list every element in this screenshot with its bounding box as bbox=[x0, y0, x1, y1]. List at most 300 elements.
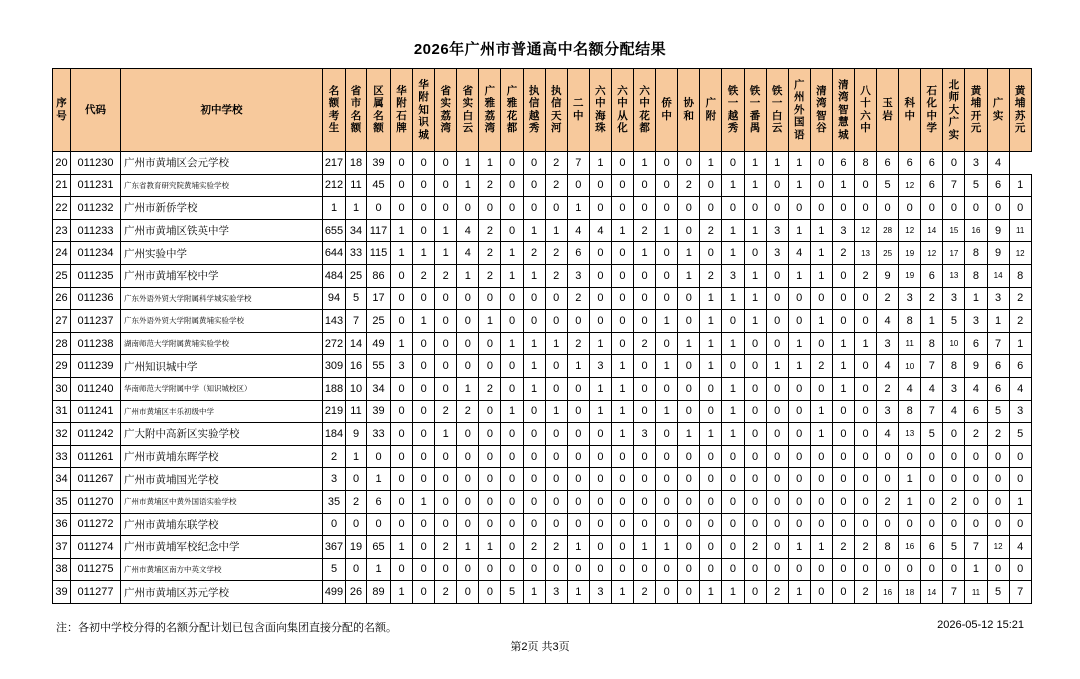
quota-cell: 6 bbox=[832, 152, 854, 175]
quota-cell: 2 bbox=[854, 536, 876, 559]
quota-cell: 0 bbox=[744, 468, 766, 491]
column-header-label: 玉岩 bbox=[882, 97, 893, 122]
quota-cell: 2 bbox=[479, 377, 501, 400]
quota-cell: 1 bbox=[391, 242, 413, 265]
quota-cell: 2 bbox=[1009, 310, 1031, 333]
column-header-label: 黄埔苏元 bbox=[1014, 84, 1026, 135]
quota-cell: 1 bbox=[722, 377, 744, 400]
quota-cell: 0 bbox=[545, 310, 567, 333]
row-number: 24 bbox=[53, 242, 71, 265]
column-header-label: 侨中 bbox=[661, 97, 672, 122]
quota-cell: 1 bbox=[323, 197, 346, 220]
quota-cell: 0 bbox=[567, 468, 589, 491]
column-header-label: 广雅荔湾 bbox=[484, 84, 496, 135]
quota-cell: 0 bbox=[323, 513, 346, 536]
quota-cell: 499 bbox=[323, 581, 346, 604]
quota-cell: 0 bbox=[567, 400, 589, 423]
quota-cell: 6 bbox=[899, 152, 921, 175]
quota-cell: 3 bbox=[545, 581, 567, 604]
quota-cell: 0 bbox=[391, 310, 413, 333]
quota-cell: 6 bbox=[987, 174, 1009, 197]
quota-cell: 0 bbox=[611, 445, 633, 468]
quota-cell: 0 bbox=[788, 197, 810, 220]
quota-cell: 1 bbox=[479, 536, 501, 559]
quota-cell: 0 bbox=[501, 355, 523, 378]
quota-cell: 0 bbox=[722, 152, 744, 175]
quota-cell: 0 bbox=[965, 468, 987, 491]
quota-cell: 0 bbox=[766, 264, 788, 287]
quota-cell: 3 bbox=[589, 581, 611, 604]
quota-cell: 1 bbox=[656, 536, 678, 559]
column-header-label: 铁一番禺 bbox=[749, 84, 761, 135]
quota-cell: 55 bbox=[367, 355, 391, 378]
quota-cell: 6 bbox=[367, 490, 391, 513]
school-name: 广东外语外贸大学附属黄埔实验学校 bbox=[121, 310, 323, 333]
quota-cell: 1 bbox=[501, 400, 523, 423]
quota-cell: 2 bbox=[545, 536, 567, 559]
quota-cell: 1 bbox=[523, 377, 545, 400]
column-header-label: 清湾智慧城 bbox=[838, 78, 849, 141]
quota-cell: 0 bbox=[589, 536, 611, 559]
quota-cell: 0 bbox=[766, 310, 788, 333]
quota-cell: 0 bbox=[766, 400, 788, 423]
quota-cell: 4 bbox=[457, 242, 479, 265]
quota-cell: 1 bbox=[722, 400, 744, 423]
quota-cell: 8 bbox=[965, 242, 987, 265]
quota-cell: 1 bbox=[899, 490, 921, 513]
school-name: 广州市黄埔区中黄外国语实验学校 bbox=[121, 490, 323, 513]
quota-cell: 1 bbox=[832, 174, 854, 197]
quota-cell: 0 bbox=[346, 558, 367, 581]
quota-cell: 0 bbox=[457, 423, 479, 446]
page-number: 第2页 共3页 bbox=[510, 641, 570, 653]
quota-cell: 0 bbox=[854, 400, 876, 423]
quota-cell: 1 bbox=[501, 332, 523, 355]
quota-cell: 0 bbox=[899, 197, 921, 220]
quota-cell: 0 bbox=[766, 377, 788, 400]
quota-cell: 2 bbox=[479, 264, 501, 287]
school-name: 广州市黄埔区会元学校 bbox=[121, 152, 323, 175]
quota-cell: 1 bbox=[611, 400, 633, 423]
quota-cell: 2 bbox=[700, 264, 722, 287]
quota-cell: 0 bbox=[722, 197, 744, 220]
quota-cell: 0 bbox=[965, 490, 987, 513]
column-header bbox=[391, 69, 413, 152]
quota-cell: 0 bbox=[545, 287, 567, 310]
school-code: 011234 bbox=[71, 242, 121, 265]
quota-cell: 0 bbox=[678, 558, 700, 581]
column-header-label: 广州外国语 bbox=[793, 78, 805, 141]
quota-cell: 65 bbox=[367, 536, 391, 559]
quota-cell: 0 bbox=[700, 242, 722, 265]
table-body bbox=[53, 152, 1032, 604]
quota-cell: 0 bbox=[501, 536, 523, 559]
quota-cell: 86 bbox=[367, 264, 391, 287]
quota-cell: 0 bbox=[854, 558, 876, 581]
quota-cell: 2 bbox=[523, 536, 545, 559]
quota-cell: 1 bbox=[523, 355, 545, 378]
quota-cell: 2 bbox=[634, 581, 656, 604]
quota-cell: 0 bbox=[567, 377, 589, 400]
school-name: 广州实验中学 bbox=[121, 242, 323, 265]
table-row bbox=[53, 423, 1032, 446]
quota-cell: 1 bbox=[391, 219, 413, 242]
quota-cell: 0 bbox=[523, 310, 545, 333]
quota-cell: 7 bbox=[943, 174, 965, 197]
quota-cell: 11 bbox=[1009, 219, 1031, 242]
row-number: 22 bbox=[53, 197, 71, 220]
quota-cell: 0 bbox=[810, 558, 832, 581]
quota-cell: 0 bbox=[391, 287, 413, 310]
quota-cell: 0 bbox=[457, 490, 479, 513]
quota-cell: 1 bbox=[1009, 332, 1031, 355]
column-header bbox=[921, 69, 943, 152]
quota-cell: 3 bbox=[722, 264, 744, 287]
quota-cell: 0 bbox=[501, 513, 523, 536]
quota-cell: 0 bbox=[545, 513, 567, 536]
column-header bbox=[678, 69, 700, 152]
quota-cell: 14 bbox=[921, 219, 943, 242]
quota-cell: 0 bbox=[678, 287, 700, 310]
school-name: 华南师范大学附属中学（知识城校区） bbox=[121, 377, 323, 400]
quota-cell: 0 bbox=[413, 581, 435, 604]
quota-cell: 0 bbox=[810, 287, 832, 310]
quota-cell: 0 bbox=[457, 332, 479, 355]
quota-cell: 7 bbox=[921, 400, 943, 423]
column-header bbox=[943, 69, 965, 152]
quota-cell: 1 bbox=[810, 264, 832, 287]
quota-cell: 5 bbox=[987, 581, 1009, 604]
quota-cell: 6 bbox=[921, 536, 943, 559]
school-code: 011270 bbox=[71, 490, 121, 513]
quota-cell: 3 bbox=[323, 468, 346, 491]
quota-cell: 4 bbox=[899, 377, 921, 400]
row-number: 31 bbox=[53, 400, 71, 423]
quota-cell: 0 bbox=[854, 355, 876, 378]
column-header bbox=[589, 69, 611, 152]
quota-cell: 3 bbox=[877, 400, 899, 423]
quota-cell: 0 bbox=[611, 264, 633, 287]
quota-cell: 1 bbox=[523, 264, 545, 287]
quota-cell: 0 bbox=[656, 287, 678, 310]
quota-cell: 0 bbox=[1009, 558, 1031, 581]
quota-cell: 0 bbox=[413, 287, 435, 310]
column-header bbox=[722, 69, 744, 152]
quota-cell: 0 bbox=[501, 377, 523, 400]
table-row bbox=[53, 197, 1032, 220]
school-name: 湖南师范大学附属黄埔实验学校 bbox=[121, 332, 323, 355]
quota-cell: 0 bbox=[854, 445, 876, 468]
quota-cell: 0 bbox=[545, 377, 567, 400]
quota-cell: 1 bbox=[788, 219, 810, 242]
quota-cell: 1 bbox=[722, 242, 744, 265]
quota-cell: 2 bbox=[435, 264, 457, 287]
quota-cell: 0 bbox=[589, 558, 611, 581]
quota-cell: 17 bbox=[943, 242, 965, 265]
quota-cell: 0 bbox=[722, 558, 744, 581]
quota-cell: 1 bbox=[810, 423, 832, 446]
quota-cell: 0 bbox=[413, 355, 435, 378]
quota-cell: 0 bbox=[788, 377, 810, 400]
quota-cell: 0 bbox=[479, 400, 501, 423]
quota-cell: 12 bbox=[899, 219, 921, 242]
table-row bbox=[53, 513, 1032, 536]
quota-cell: 0 bbox=[413, 377, 435, 400]
quota-cell: 3 bbox=[832, 219, 854, 242]
quota-cell: 0 bbox=[589, 423, 611, 446]
quota-cell: 1 bbox=[810, 536, 832, 559]
quota-cell: 3 bbox=[943, 377, 965, 400]
quota-cell: 0 bbox=[700, 468, 722, 491]
quota-cell: 0 bbox=[589, 513, 611, 536]
quota-cell: 0 bbox=[367, 513, 391, 536]
quota-cell: 0 bbox=[457, 445, 479, 468]
quota-cell: 45 bbox=[367, 174, 391, 197]
quota-cell: 6 bbox=[987, 377, 1009, 400]
quota-cell: 1 bbox=[567, 581, 589, 604]
quota-cell: 0 bbox=[634, 468, 656, 491]
column-header-label: 铁一白云 bbox=[771, 84, 783, 135]
table-row bbox=[53, 310, 1032, 333]
quota-cell: 1 bbox=[413, 242, 435, 265]
quota-cell: 0 bbox=[766, 332, 788, 355]
quota-cell: 2 bbox=[766, 581, 788, 604]
quota-cell: 0 bbox=[656, 197, 678, 220]
quota-cell: 5 bbox=[943, 536, 965, 559]
column-header-label: 广附 bbox=[705, 97, 717, 122]
quota-cell: 0 bbox=[656, 513, 678, 536]
quota-cell: 28 bbox=[877, 219, 899, 242]
quota-cell: 0 bbox=[545, 423, 567, 446]
quota-cell: 0 bbox=[457, 558, 479, 581]
quota-cell: 0 bbox=[567, 423, 589, 446]
quota-cell: 0 bbox=[634, 400, 656, 423]
quota-cell: 39 bbox=[367, 400, 391, 423]
table-row bbox=[53, 490, 1032, 513]
quota-cell: 0 bbox=[810, 513, 832, 536]
column-header-label: 铁一越秀 bbox=[727, 84, 739, 135]
quota-cell: 0 bbox=[943, 197, 965, 220]
quota-cell: 0 bbox=[413, 536, 435, 559]
column-header-label: 华附石牌 bbox=[396, 84, 407, 135]
quota-cell: 0 bbox=[744, 377, 766, 400]
table-row bbox=[53, 332, 1032, 355]
quota-cell: 5 bbox=[965, 174, 987, 197]
quota-cell: 0 bbox=[545, 558, 567, 581]
quota-cell: 0 bbox=[501, 310, 523, 333]
quota-cell: 0 bbox=[523, 513, 545, 536]
quota-cell: 0 bbox=[611, 174, 633, 197]
quota-cell: 2 bbox=[567, 332, 589, 355]
quota-cell: 0 bbox=[479, 332, 501, 355]
quota-cell: 0 bbox=[744, 581, 766, 604]
column-header bbox=[53, 69, 71, 152]
quota-cell: 12 bbox=[854, 219, 876, 242]
quota-cell: 0 bbox=[656, 581, 678, 604]
quota-cell: 1 bbox=[567, 355, 589, 378]
quota-cell: 0 bbox=[501, 490, 523, 513]
quota-cell: 1 bbox=[634, 536, 656, 559]
school-code: 011236 bbox=[71, 287, 121, 310]
quota-cell: 9 bbox=[346, 423, 367, 446]
quota-cell: 0 bbox=[435, 490, 457, 513]
column-header bbox=[367, 69, 391, 152]
quota-cell: 0 bbox=[435, 377, 457, 400]
quota-cell: 1 bbox=[921, 310, 943, 333]
quota-cell: 0 bbox=[943, 152, 965, 175]
quota-cell: 0 bbox=[766, 423, 788, 446]
quota-cell: 2 bbox=[854, 581, 876, 604]
quota-cell: 0 bbox=[435, 332, 457, 355]
quota-cell: 0 bbox=[435, 174, 457, 197]
quota-cell: 0 bbox=[435, 152, 457, 175]
quota-cell: 0 bbox=[479, 490, 501, 513]
quota-cell: 0 bbox=[634, 445, 656, 468]
quota-cell: 4 bbox=[877, 310, 899, 333]
quota-cell: 0 bbox=[810, 581, 832, 604]
quota-cell: 6 bbox=[877, 152, 899, 175]
quota-cell: 0 bbox=[921, 558, 943, 581]
quota-cell: 4 bbox=[567, 219, 589, 242]
quota-cell: 1 bbox=[589, 377, 611, 400]
column-header-label: 省实荔湾 bbox=[440, 84, 451, 135]
quota-cell: 9 bbox=[877, 264, 899, 287]
quota-cell: 0 bbox=[391, 445, 413, 468]
quota-cell: 184 bbox=[323, 423, 346, 446]
column-header bbox=[523, 69, 545, 152]
quota-cell: 2 bbox=[634, 219, 656, 242]
quota-cell: 0 bbox=[634, 355, 656, 378]
quota-cell: 2 bbox=[965, 423, 987, 446]
quota-cell: 3 bbox=[1009, 400, 1031, 423]
quota-cell: 0 bbox=[413, 332, 435, 355]
quota-cell: 19 bbox=[346, 536, 367, 559]
quota-cell: 0 bbox=[678, 536, 700, 559]
row-number: 25 bbox=[53, 264, 71, 287]
row-number: 23 bbox=[53, 219, 71, 242]
quota-cell: 0 bbox=[810, 174, 832, 197]
quota-cell: 0 bbox=[611, 513, 633, 536]
quota-cell: 0 bbox=[899, 513, 921, 536]
quota-cell: 117 bbox=[367, 219, 391, 242]
table-row bbox=[53, 377, 1032, 400]
quota-cell: 2 bbox=[810, 355, 832, 378]
quota-cell: 0 bbox=[766, 287, 788, 310]
quota-cell: 0 bbox=[921, 197, 943, 220]
quota-cell: 1 bbox=[700, 332, 722, 355]
quota-cell: 18 bbox=[346, 152, 367, 175]
school-code: 011237 bbox=[71, 310, 121, 333]
quota-cell: 0 bbox=[678, 355, 700, 378]
quota-cell: 0 bbox=[722, 513, 744, 536]
school-name: 广州市新侨学校 bbox=[121, 197, 323, 220]
quota-cell: 0 bbox=[788, 490, 810, 513]
quota-cell: 2 bbox=[987, 423, 1009, 446]
column-header bbox=[457, 69, 479, 152]
quota-cell: 0 bbox=[479, 513, 501, 536]
quota-cell: 115 bbox=[367, 242, 391, 265]
quota-cell: 0 bbox=[589, 242, 611, 265]
quota-cell: 0 bbox=[589, 468, 611, 491]
quota-cell: 0 bbox=[700, 490, 722, 513]
quota-cell: 3 bbox=[766, 219, 788, 242]
quota-cell: 1 bbox=[987, 310, 1009, 333]
quota-cell: 1 bbox=[788, 152, 810, 175]
quota-cell: 0 bbox=[656, 377, 678, 400]
column-header bbox=[346, 69, 367, 152]
quota-cell: 0 bbox=[413, 468, 435, 491]
quota-cell: 0 bbox=[634, 287, 656, 310]
quota-cell: 0 bbox=[634, 264, 656, 287]
quota-cell: 7 bbox=[921, 355, 943, 378]
quota-cell: 0 bbox=[678, 197, 700, 220]
school-name: 广州市黄埔区铁英中学 bbox=[121, 219, 323, 242]
column-header-label: 石化中学 bbox=[926, 84, 938, 135]
quota-cell: 1 bbox=[744, 264, 766, 287]
column-header bbox=[832, 69, 854, 152]
quota-cell: 219 bbox=[323, 400, 346, 423]
quota-cell: 0 bbox=[611, 152, 633, 175]
quota-cell: 0 bbox=[545, 468, 567, 491]
quota-cell: 0 bbox=[391, 423, 413, 446]
quota-cell: 0 bbox=[1009, 197, 1031, 220]
quota-cell: 0 bbox=[965, 513, 987, 536]
quota-cell: 4 bbox=[1009, 377, 1031, 400]
quota-cell: 2 bbox=[346, 490, 367, 513]
quota-cell: 2 bbox=[545, 174, 567, 197]
quota-cell: 0 bbox=[567, 310, 589, 333]
quota-cell: 1 bbox=[346, 445, 367, 468]
quota-cell: 0 bbox=[700, 174, 722, 197]
column-header-label: 协和 bbox=[683, 97, 695, 122]
quota-cell: 0 bbox=[435, 197, 457, 220]
column-header-label: 八十六中 bbox=[860, 84, 871, 135]
quota-cell: 0 bbox=[523, 197, 545, 220]
quota-cell: 0 bbox=[788, 310, 810, 333]
quota-cell: 25 bbox=[367, 310, 391, 333]
quota-cell: 1 bbox=[700, 287, 722, 310]
quota-cell: 655 bbox=[323, 219, 346, 242]
quota-cell: 3 bbox=[766, 242, 788, 265]
quota-cell: 1 bbox=[788, 536, 810, 559]
quota-cell: 2 bbox=[744, 536, 766, 559]
quota-cell: 6 bbox=[921, 264, 943, 287]
quota-cell: 0 bbox=[832, 400, 854, 423]
quota-cell: 1 bbox=[457, 536, 479, 559]
quota-cell: 0 bbox=[744, 558, 766, 581]
quota-cell: 0 bbox=[1009, 468, 1031, 491]
column-header-label: 六中从化 bbox=[617, 84, 628, 135]
quota-cell: 2 bbox=[634, 332, 656, 355]
quota-cell: 4 bbox=[943, 400, 965, 423]
quota-cell: 0 bbox=[567, 445, 589, 468]
quota-cell: 10 bbox=[346, 377, 367, 400]
quota-cell: 484 bbox=[323, 264, 346, 287]
quota-cell: 0 bbox=[523, 468, 545, 491]
quota-cell: 0 bbox=[523, 400, 545, 423]
quota-cell: 0 bbox=[766, 513, 788, 536]
row-number: 30 bbox=[53, 377, 71, 400]
quota-cell: 4 bbox=[987, 152, 1009, 175]
quota-cell: 0 bbox=[987, 513, 1009, 536]
school-name: 广州市黄埔军校纪念中学 bbox=[121, 536, 323, 559]
quota-cell: 0 bbox=[567, 490, 589, 513]
quota-cell: 0 bbox=[501, 558, 523, 581]
school-code: 011267 bbox=[71, 468, 121, 491]
school-code: 011241 bbox=[71, 400, 121, 423]
quota-cell: 6 bbox=[921, 174, 943, 197]
quota-cell: 2 bbox=[1009, 287, 1031, 310]
